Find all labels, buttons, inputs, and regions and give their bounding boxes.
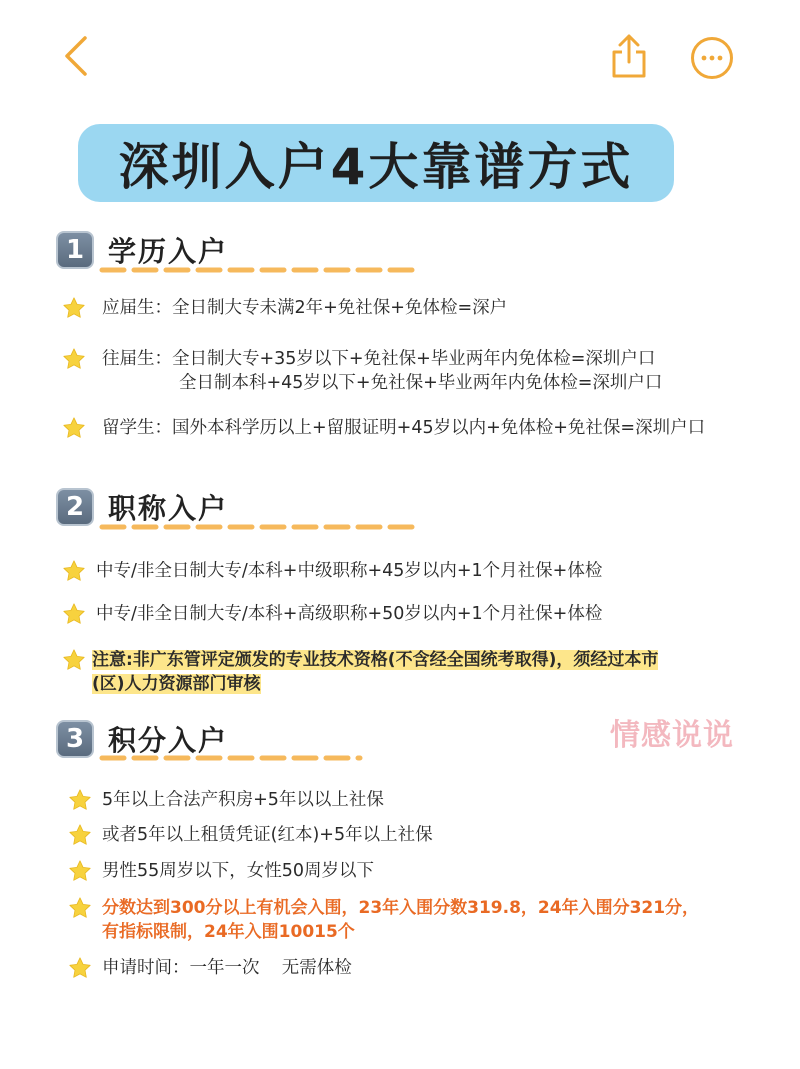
star-icon	[68, 859, 92, 883]
item-text: 中专/非全日制大专/本科+中级职称+45岁以内+1个月社保+体检	[96, 561, 603, 581]
star-icon	[62, 416, 86, 440]
dashed-underline	[98, 523, 418, 531]
list-item	[68, 823, 433, 847]
item-text: 申请时间：一年一次 无需体检	[102, 958, 352, 978]
section-number-badge: 3	[56, 720, 94, 758]
more-options-button[interactable]	[688, 34, 736, 82]
back-button[interactable]	[52, 32, 100, 80]
dashed-underline	[98, 266, 418, 274]
item-text: 全日制大专+35岁以下+免社保+毕业两年内免体检=深圳户口	[172, 349, 656, 369]
section-title: 积分入户	[108, 724, 229, 757]
star-icon	[62, 347, 86, 371]
star-icon	[68, 788, 92, 812]
star-icon	[68, 956, 92, 980]
star-icon	[68, 823, 92, 847]
list-item	[68, 956, 352, 980]
list-item-note	[62, 648, 658, 696]
page-title: 深圳入户4大靠谱方式	[118, 138, 634, 196]
note-text: 注意:非广东管评定颁发的专业技术资格(不含经全国统考取得)，须经过本市	[92, 650, 659, 670]
list-item	[62, 602, 602, 626]
star-icon	[68, 896, 92, 920]
section-number-badge: 1	[56, 231, 94, 269]
item-text: 全日制大专未满2年+免社保+免体检=深户	[172, 298, 508, 318]
top-bar	[0, 0, 800, 110]
note-text: (区)人力资源部门审核	[92, 674, 261, 694]
share-button[interactable]	[604, 30, 654, 82]
item-text: 全日制本科+45岁以下+免社保+毕业两年内免体检=深圳户口	[179, 373, 663, 393]
list-item-highlight	[68, 896, 699, 944]
highlight-text: 有指标限制，24年入围10015个	[102, 922, 355, 942]
item-lead: 留学生：	[102, 418, 172, 438]
star-icon	[62, 296, 86, 320]
list-item	[62, 559, 602, 583]
page-title-banner	[78, 124, 674, 202]
watermark: 情感说说	[610, 718, 734, 753]
section-title: 学历入户	[108, 235, 229, 268]
section-header-title	[56, 487, 228, 527]
star-icon	[62, 648, 86, 672]
item-text: 国外本科学历以上+留服证明+45岁以内+免体检+免社保=深圳户口	[172, 418, 706, 438]
list-item	[68, 788, 384, 812]
item-text: 男性55周岁以下，女性50周岁以下	[102, 861, 375, 881]
list-item	[68, 859, 374, 883]
section-header-points	[56, 719, 228, 759]
dashed-underline	[98, 754, 364, 762]
list-item	[62, 347, 662, 395]
item-lead: 往届生：	[102, 349, 172, 369]
item-text: 5年以上合法产积房+5年以以上社保	[102, 790, 384, 810]
highlight-text: 分数达到300分以上有机会入围，23年入围分数319.8，24年入围分321分，	[102, 898, 700, 918]
item-lead: 应届生：	[102, 298, 172, 318]
chevron-left-icon	[61, 34, 91, 78]
star-icon	[62, 559, 86, 583]
item-text: 中专/非全日制大专/本科+高级职称+50岁以内+1个月社保+体检	[96, 604, 603, 624]
list-item	[62, 296, 507, 320]
section-title: 职称入户	[108, 492, 229, 525]
item-text: 或者5年以上租赁凭证(红本)+5年以上社保	[102, 825, 433, 845]
section-header-education	[56, 230, 228, 270]
section-number-badge: 2	[56, 488, 94, 526]
more-icon	[690, 36, 734, 80]
list-item	[62, 416, 705, 440]
star-icon	[62, 602, 86, 626]
share-icon	[609, 32, 649, 80]
